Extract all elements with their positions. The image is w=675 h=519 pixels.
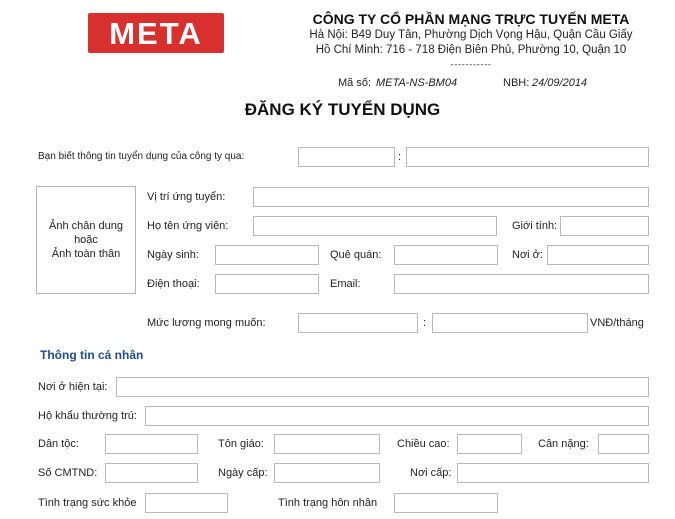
- photo-line-2: hoặc: [74, 234, 98, 246]
- salary-label: Mức lương mong muốn:: [147, 317, 266, 329]
- weight-label: Cân nặng:: [538, 438, 589, 450]
- religion-label: Tôn giáo:: [218, 438, 264, 450]
- permanent-address-label: Hộ khẩu thường trú:: [38, 410, 137, 422]
- source-input-2[interactable]: [406, 147, 649, 167]
- source-label: Bạn biết thông tin tuyển dụng của công ty qua:: [38, 151, 245, 162]
- issue-date-input[interactable]: [274, 463, 380, 483]
- salary-input-1[interactable]: [298, 313, 418, 333]
- position-input[interactable]: [253, 187, 649, 207]
- issue-place-label: Nơi cấp:: [410, 467, 452, 479]
- address-hcm: Hồ Chí Minh: 716 - 718 Điện Biên Phủ, Phường 10, Quận 10: [315, 44, 627, 56]
- email-label: Email:: [330, 278, 361, 290]
- salary-unit: VNĐ/tháng: [590, 317, 644, 329]
- permanent-address-input[interactable]: [145, 406, 649, 426]
- health-input[interactable]: [145, 493, 228, 513]
- religion-input[interactable]: [274, 434, 380, 454]
- issue-place-input[interactable]: [457, 463, 649, 483]
- id-number-label: Số CMTND:: [38, 467, 98, 479]
- source-colon: :: [398, 151, 402, 163]
- code-value: META-NS-BM04: [376, 77, 458, 89]
- company-logo: [88, 13, 224, 53]
- issue-date-label: Ngày cấp:: [218, 467, 268, 479]
- gender-label: Giới tính:: [512, 220, 558, 232]
- dob-label: Ngày sinh:: [147, 249, 199, 261]
- id-number-input[interactable]: [105, 463, 198, 483]
- name-input[interactable]: [253, 216, 497, 236]
- name-label: Họ tên ứng viên:: [147, 220, 229, 232]
- photo-placeholder[interactable]: [36, 186, 136, 294]
- address-hanoi: Hà Nội: B49 Duy Tân, Phường Dịch Vọng Hậu, Quận Cầu Giấy: [309, 29, 633, 41]
- section-title-personal: Thông tin cá nhân: [40, 348, 144, 362]
- date-value: 24/09/2014: [532, 77, 588, 89]
- ethnicity-input[interactable]: [105, 434, 198, 454]
- date-label: NBH:: [503, 77, 530, 89]
- ethnicity-label: Dân tộc:: [38, 438, 79, 450]
- photo-line-3: Ảnh toàn thân: [51, 248, 121, 260]
- marital-input[interactable]: [394, 493, 498, 513]
- current-address-input[interactable]: [116, 377, 649, 397]
- current-address-label: Nơi ở hiện tại:: [38, 381, 108, 393]
- logo-text: META: [109, 15, 203, 51]
- salary-input-2[interactable]: [432, 313, 588, 333]
- phone-input[interactable]: [215, 274, 319, 294]
- hometown-input[interactable]: [394, 245, 498, 265]
- source-input-1[interactable]: [298, 147, 395, 167]
- header-divider: -----------: [450, 60, 492, 70]
- form-title: ĐĂNG KÝ TUYỂN DỤNG: [244, 100, 441, 119]
- email-input[interactable]: [394, 274, 649, 294]
- height-label: Chiều cao:: [397, 438, 450, 450]
- dob-input[interactable]: [215, 245, 319, 265]
- marital-label: Tình trạng hôn nhân: [278, 497, 378, 509]
- weight-input[interactable]: [598, 434, 649, 454]
- height-input[interactable]: [457, 434, 522, 454]
- residence-label: Nơi ở:: [512, 249, 543, 261]
- salary-colon: :: [423, 317, 427, 329]
- gender-input[interactable]: [560, 216, 649, 236]
- hometown-label: Quê quán:: [330, 249, 382, 261]
- photo-line-1: Ảnh chân dung: [48, 220, 123, 232]
- code-label: Mã số:: [338, 77, 372, 89]
- company-name: CÔNG TY CỔ PHẦN MẠNG TRỰC TUYẾN META: [312, 11, 630, 27]
- health-label: Tình trạng sức khỏe: [38, 497, 137, 509]
- phone-label: Điện thoại:: [147, 278, 200, 290]
- position-label: Vị trí ứng tuyển:: [147, 191, 226, 203]
- residence-input[interactable]: [547, 245, 649, 265]
